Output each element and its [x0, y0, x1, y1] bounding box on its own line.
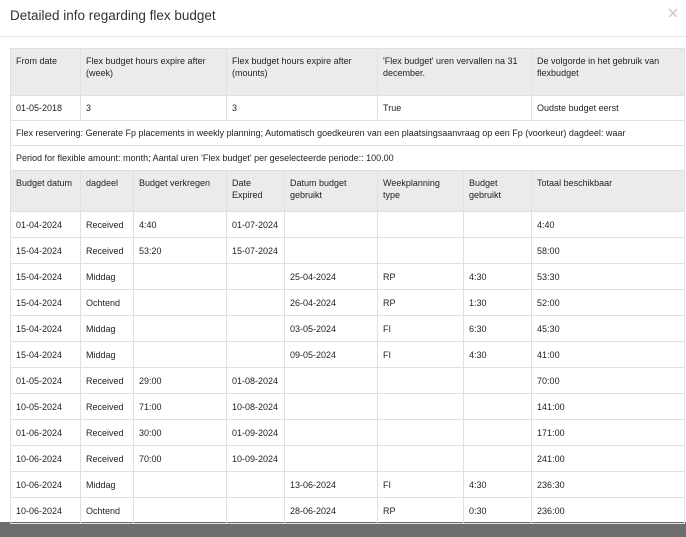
summary-header: Flex budget hours expire after (week): [81, 49, 227, 96]
table-cell: FI: [378, 316, 464, 342]
table-cell: 58:00: [532, 238, 685, 264]
table-cell: [227, 342, 285, 368]
reservation-row: [11, 121, 685, 146]
summary-header: De volgorde in het gebruik van flexbudget: [532, 49, 685, 96]
period-info: Period for flexible amount: month; Aantal uren 'Flex budget' per geselecteerde periode:: 100.00: [11, 146, 685, 171]
table-cell: 13-06-2024: [285, 472, 378, 498]
detail-header: Budget datum: [11, 171, 81, 212]
table-cell: Received: [81, 446, 134, 472]
table-cell: 29:00: [134, 368, 227, 394]
table-cell: 15-04-2024: [11, 290, 81, 316]
dialog-body: [0, 37, 686, 524]
table-cell: 01-05-2024: [11, 368, 81, 394]
table-cell: 15-04-2024: [11, 264, 81, 290]
summary-value: Oudste budget eerst: [532, 96, 685, 121]
table-cell: Received: [81, 368, 134, 394]
table-row: [11, 472, 685, 498]
table-cell: Received: [81, 238, 134, 264]
table-cell: 01-07-2024: [227, 212, 285, 238]
table-cell: [227, 498, 285, 524]
table-cell: [378, 420, 464, 446]
table-cell: [378, 368, 464, 394]
detail-header: Datum budget gebruikt: [285, 171, 378, 212]
table-cell: 53:20: [134, 238, 227, 264]
table-cell: 10-06-2024: [11, 446, 81, 472]
detail-header: Weekplanning type: [378, 171, 464, 212]
table-cell: 10-08-2024: [227, 394, 285, 420]
table-row: [11, 420, 685, 446]
table-cell: RP: [378, 290, 464, 316]
table-cell: [378, 212, 464, 238]
table-cell: [464, 394, 532, 420]
summary-header: Flex budget hours expire after (mounts): [227, 49, 378, 96]
table-cell: 28-06-2024: [285, 498, 378, 524]
table-cell: Received: [81, 212, 134, 238]
table-cell: [134, 342, 227, 368]
table-cell: Received: [81, 394, 134, 420]
table-cell: Middag: [81, 264, 134, 290]
table-cell: RP: [378, 498, 464, 524]
summary-header-row: [11, 49, 685, 96]
table-cell: 01-08-2024: [227, 368, 285, 394]
summary-header: From date: [11, 49, 81, 96]
table-cell: 236:30: [532, 472, 685, 498]
table-cell: [464, 212, 532, 238]
table-row: [11, 368, 685, 394]
table-cell: Ochtend: [81, 290, 134, 316]
table-cell: 1:30: [464, 290, 532, 316]
reservation-info: Flex reservering: Generate Fp placements in weekly planning; Automatisch goedkeuren van een plaatsingsaanvraag op een Fp (voorkeur) dagdeel: waar: [11, 121, 685, 146]
table-cell: FI: [378, 342, 464, 368]
table-cell: 236:00: [532, 498, 685, 524]
table-row: [11, 238, 685, 264]
table-cell: 171:00: [532, 420, 685, 446]
table-cell: 10-06-2024: [11, 498, 81, 524]
table-cell: 53:30: [532, 264, 685, 290]
table-cell: [464, 446, 532, 472]
dialog-title: Detailed info regarding flex budget: [10, 8, 216, 23]
table-cell: FI: [378, 472, 464, 498]
table-cell: 70:00: [134, 446, 227, 472]
dialog-header: [0, 0, 686, 37]
table-cell: [134, 316, 227, 342]
summary-value: 3: [81, 96, 227, 121]
table-cell: 241:00: [532, 446, 685, 472]
table-cell: [227, 472, 285, 498]
table-cell: Middag: [81, 472, 134, 498]
table-cell: [378, 446, 464, 472]
table-row: [11, 212, 685, 238]
table-row: [11, 394, 685, 420]
table-cell: [285, 420, 378, 446]
table-cell: 25-04-2024: [285, 264, 378, 290]
table-cell: 30:00: [134, 420, 227, 446]
table-cell: [134, 472, 227, 498]
table-cell: [227, 290, 285, 316]
detail-header: Budget gebruikt: [464, 171, 532, 212]
table-cell: [378, 394, 464, 420]
table-cell: [134, 264, 227, 290]
table-cell: 26-04-2024: [285, 290, 378, 316]
table-row: [11, 316, 685, 342]
table-cell: [285, 238, 378, 264]
table-cell: 4:30: [464, 342, 532, 368]
table-cell: 01-09-2024: [227, 420, 285, 446]
table-cell: 09-05-2024: [285, 342, 378, 368]
table-cell: 0:30: [464, 498, 532, 524]
table-cell: [464, 368, 532, 394]
table-cell: [227, 264, 285, 290]
table-cell: 4:30: [464, 472, 532, 498]
table-cell: 01-04-2024: [11, 212, 81, 238]
table-cell: 141:00: [532, 394, 685, 420]
detail-header-row: [11, 171, 685, 212]
table-cell: 01-06-2024: [11, 420, 81, 446]
table-cell: 10-06-2024: [11, 472, 81, 498]
table-cell: [134, 498, 227, 524]
table-cell: 6:30: [464, 316, 532, 342]
table-cell: [285, 212, 378, 238]
table-cell: [227, 316, 285, 342]
table-cell: 10-09-2024: [227, 446, 285, 472]
table-cell: Middag: [81, 342, 134, 368]
table-row: [11, 290, 685, 316]
table-cell: 15-04-2024: [11, 342, 81, 368]
table-cell: [464, 238, 532, 264]
table-cell: 41:00: [532, 342, 685, 368]
summary-value: 01-05-2018: [11, 96, 81, 121]
table-cell: 70:00: [532, 368, 685, 394]
table-row: [11, 498, 685, 524]
table-row: [11, 446, 685, 472]
table-cell: 15-04-2024: [11, 238, 81, 264]
summary-values-row: [11, 96, 685, 121]
table-cell: Middag: [81, 316, 134, 342]
summary-value: True: [378, 96, 532, 121]
detail-header: Totaal beschikbaar: [532, 171, 685, 212]
table-cell: Ochtend: [81, 498, 134, 524]
period-row: [11, 146, 685, 171]
close-icon[interactable]: [666, 6, 680, 20]
summary-value: 3: [227, 96, 378, 121]
table-cell: 15-07-2024: [227, 238, 285, 264]
table-cell: 15-04-2024: [11, 316, 81, 342]
flex-budget-table: [10, 48, 685, 524]
table-cell: Received: [81, 420, 134, 446]
detail-header: dagdeel: [81, 171, 134, 212]
table-cell: [378, 238, 464, 264]
table-row: [11, 342, 685, 368]
table-cell: 10-05-2024: [11, 394, 81, 420]
table-cell: [285, 394, 378, 420]
detail-header: Date Expired: [227, 171, 285, 212]
detail-header: Budget verkregen: [134, 171, 227, 212]
table-cell: 52:00: [532, 290, 685, 316]
table-cell: 03-05-2024: [285, 316, 378, 342]
table-row: [11, 264, 685, 290]
table-cell: 71:00: [134, 394, 227, 420]
table-cell: [464, 420, 532, 446]
table-cell: [134, 290, 227, 316]
table-cell: [285, 368, 378, 394]
table-cell: [285, 446, 378, 472]
table-cell: 4:30: [464, 264, 532, 290]
table-cell: RP: [378, 264, 464, 290]
summary-header: 'Flex budget' uren vervallen na 31 december.: [378, 49, 532, 96]
table-cell: 4:40: [532, 212, 685, 238]
table-cell: 4:40: [134, 212, 227, 238]
table-cell: 45:30: [532, 316, 685, 342]
